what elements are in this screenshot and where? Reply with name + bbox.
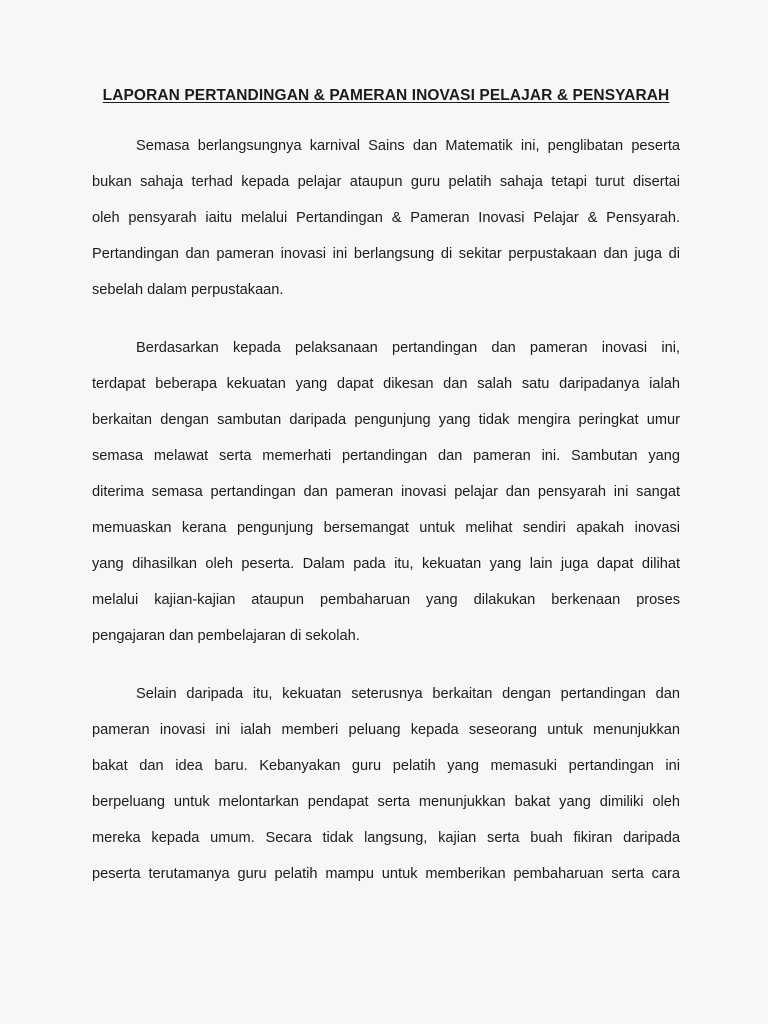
text-line: diterima semasa pertandingan dan pameran inovasi pelajar dan pensyarah ini sangat [92, 484, 680, 500]
document-body [92, 128, 680, 892]
paragraph-2 [92, 330, 680, 654]
text-line: Semasa berlangsungnya karnival Sains dan Matematik ini, penglibatan peserta [136, 138, 680, 154]
text-line: Pertandingan dan pameran inovasi ini berlangsung di sekitar perpustakaan dan juga di [92, 246, 680, 262]
text-line: bukan sahaja terhad kepada pelajar ataupun guru pelatih sahaja tetapi turut disertai [92, 174, 680, 190]
text-line: pengajaran dan pembelajaran di sekolah. [92, 628, 360, 644]
text-line: semasa melawat serta memerhati pertandingan dan pameran ini. Sambutan yang [92, 448, 680, 464]
document-title: LAPORAN PERTANDINGAN & PAMERAN INOVASI PELAJAR & PENSYARAH [102, 87, 670, 104]
text-line: melalui kajian-kajian ataupun pembaharuan yang dilakukan berkenaan proses [92, 592, 680, 608]
text-line: Berdasarkan kepada pelaksanaan pertandingan dan pameran inovasi ini, [136, 340, 680, 356]
text-line: sebelah dalam perpustakaan. [92, 282, 284, 298]
text-line: Selain daripada itu, kekuatan seterusnya berkaitan dengan pertandingan dan [136, 686, 680, 702]
text-line: peserta terutamanya guru pelatih mampu untuk memberikan pembaharuan serta cara [92, 866, 680, 882]
text-line: memuaskan kerana pengunjung bersemangat untuk melihat sendiri apakah inovasi [92, 520, 680, 536]
text-line: berpeluang untuk melontarkan pendapat serta menunjukkan bakat yang dimiliki oleh [92, 794, 680, 810]
text-line: terdapat beberapa kekuatan yang dapat dikesan dan salah satu daripadanya ialah [92, 376, 680, 392]
paragraph-3 [92, 676, 680, 892]
text-line: mereka kepada umum. Secara tidak langsung, kajian serta buah fikiran daripada [92, 830, 680, 846]
text-line: oleh pensyarah iaitu melalui Pertandingan & Pameran Inovasi Pelajar & Pensyarah. [92, 210, 680, 226]
text-line: bakat dan idea baru. Kebanyakan guru pelatih yang memasuki pertandingan ini [92, 758, 680, 774]
paragraph-1 [92, 128, 680, 308]
text-line: pameran inovasi ini ialah memberi peluang kepada seseorang untuk menunjukkan [92, 722, 680, 738]
text-line: berkaitan dengan sambutan daripada pengunjung yang tidak mengira peringkat umur [92, 412, 680, 428]
text-line: yang dihasilkan oleh peserta. Dalam pada itu, kekuatan yang lain juga dapat dilihat [92, 556, 680, 572]
